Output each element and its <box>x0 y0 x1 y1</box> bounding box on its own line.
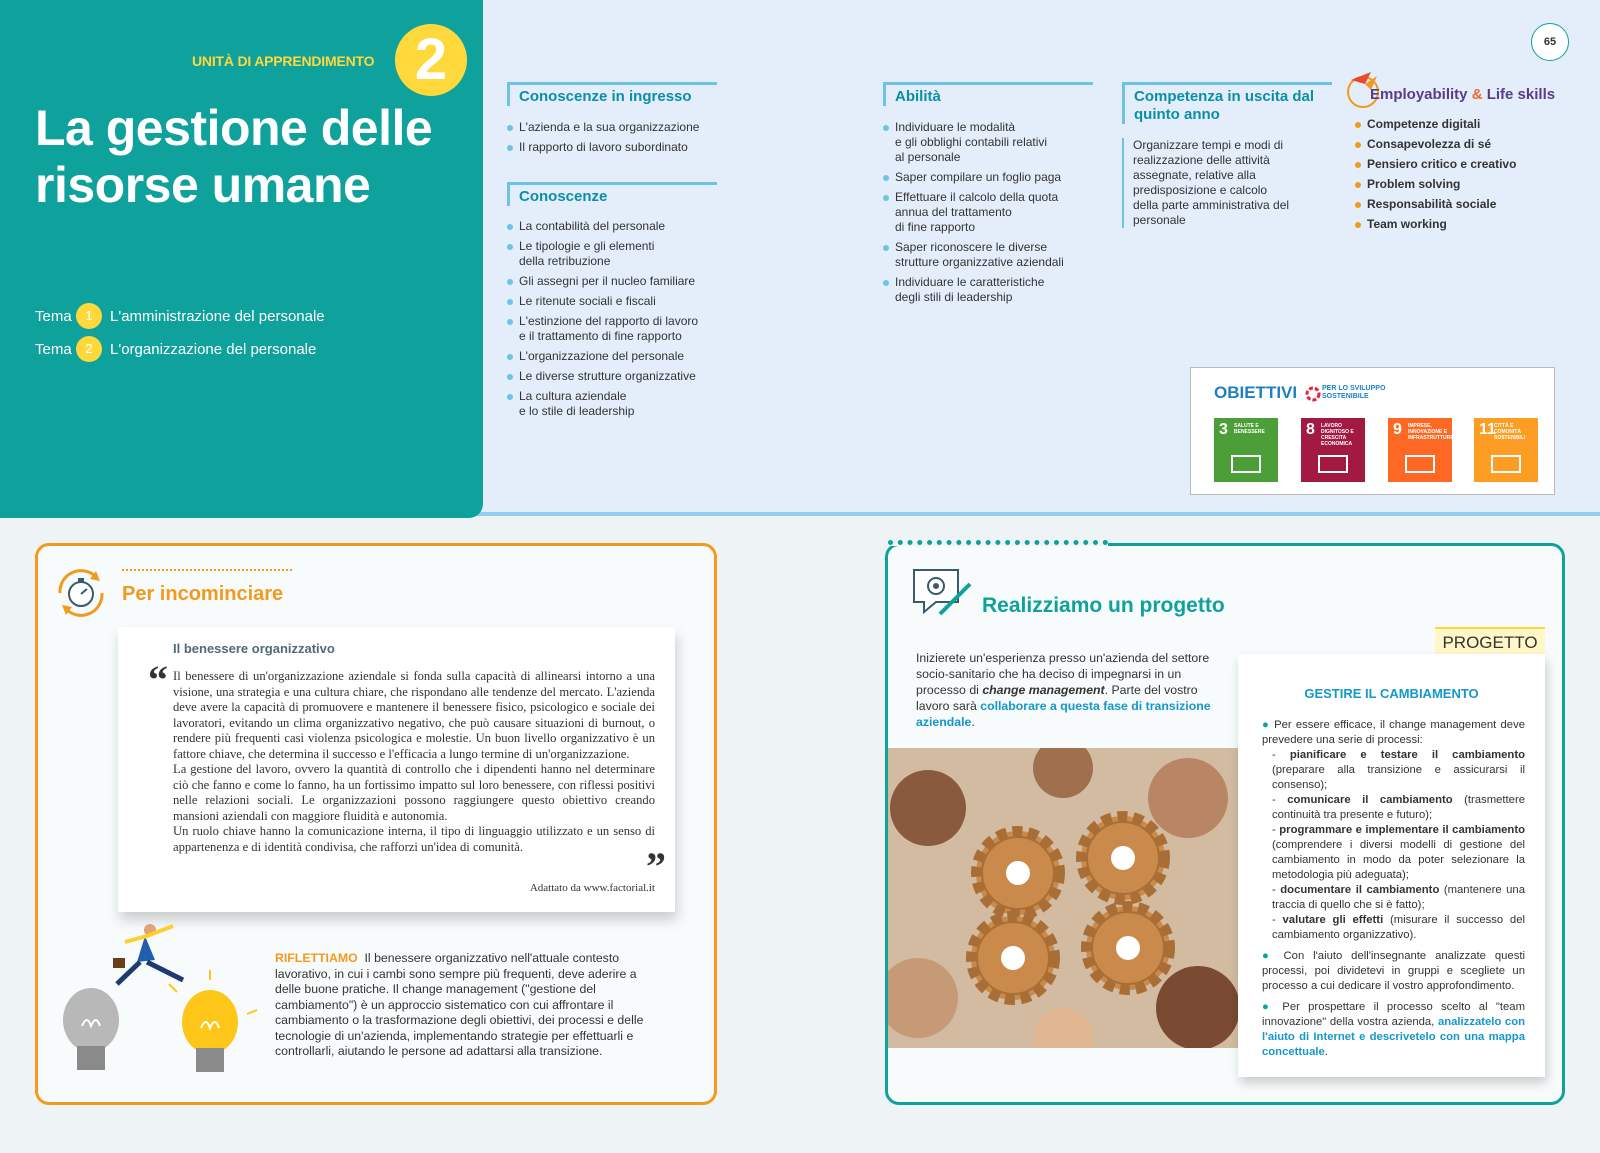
step-text: (trasmettere continuità tra presente e futuro); <box>1272 794 1526 821</box>
tema-2[interactable] <box>35 336 316 362</box>
progetto-body <box>1262 718 1525 1060</box>
list-item: Individuare le modalità e gli obblighi contabili relativi al personale <box>883 120 1103 165</box>
progetto-step: - documentare il cambiamento (mantenere una traccia di quello che si è fatto); <box>1272 884 1525 911</box>
list-item: Le diverse strutture organizzative <box>507 369 727 384</box>
grey-lightbulb-icon <box>63 988 119 1070</box>
list-item: L'organizzazione del personale <box>507 349 727 364</box>
sdg-goal-label: CITTÀ E COMUNITÀ SOSTENIBILI <box>1494 423 1526 441</box>
riflettiamo-body: Il benessere organizzativo nell'attuale contesto lavorativo, in cui i cambi sono sempre più frequenti, deve aderire a delle buone pratiche. Il change management ("gestione del cambiamento") è un approccio sistematico con cui affrontare il cambiamento o la trasformazione degli obiettivi, dei processi e delle tecnologie di un'azienda, implementando strategie per effettuarli e controllarli, aiutando le persone ad adattarsi alla transizione. <box>275 951 644 1058</box>
progetto-paragraph-2: ● Con l'aiuto dell'insegnante analizzate questi processi, poi dividetevi in gruppi e scegliete un processo a cui dedicare il vostro approfondimento. <box>1262 950 1526 992</box>
step-text: (misurare il successo del cambiamento organizzativo). <box>1272 914 1526 941</box>
sdg-goal-number: 3 <box>1219 421 1228 438</box>
sdg-goal-9 <box>1388 418 1452 482</box>
tema-title: L'organizzazione del personale <box>110 340 317 358</box>
progetto-step: - programmare e implementare il cambiamento (comprendere i diversi modelli di gestione del cambiamento in modo da poter selezionare la metodologia più adeguata); <box>1272 824 1525 881</box>
employability-list <box>1355 117 1555 237</box>
sdg-goal-11 <box>1474 418 1538 482</box>
tema-1[interactable] <box>35 303 325 329</box>
progetto-heading: GESTIRE IL CAMBIAMENTO <box>1304 686 1479 701</box>
sdg-goal-icon <box>1402 446 1438 476</box>
sdg-goal-number: 9 <box>1393 421 1402 438</box>
step-title: programmare e implementare il cambiamento <box>1279 824 1525 836</box>
progetto-paragraph-3: ● Per prospettare il processo scelto al "team innovazione" della vostra azienda, analizzatelo con l'aiuto di Internet e descrivetelo con una mappa concettuale. <box>1262 1001 1526 1058</box>
stopwatch-icon <box>50 563 112 623</box>
conoscenze-ingresso-heading: Conoscenze in ingresso <box>507 82 717 106</box>
p1-text: Per essere efficace, il change management deve prevedere una serie di processi: <box>1262 719 1526 746</box>
list-item: L'azienda e la sua organizzazione <box>507 120 727 135</box>
tema-label: Tema <box>35 340 72 358</box>
progetto-intro <box>916 650 1216 730</box>
step-title: comunicare il cambiamento <box>1287 794 1453 806</box>
progetto-paragraph-1: ● Per essere efficace, il change management deve prevedere una serie di processi: <box>1262 719 1526 746</box>
tema-title: L'amministrazione del personale <box>110 307 325 325</box>
sdg-goal-icon <box>1315 446 1351 476</box>
list-item: Consapevolezza di sé <box>1355 137 1555 152</box>
employability-title-a: Employability <box>1370 86 1468 103</box>
list-item: Le ritenute sociali e fiscali <box>507 294 727 309</box>
list-item: Il rapporto di lavoro subordinato <box>507 140 727 155</box>
progetto-tab: PROGETTO <box>1435 627 1545 657</box>
sdg-goal-label: IMPRESE, INNOVAZIONE E INFRASTRUTTURE <box>1408 423 1454 441</box>
list-item: Team working <box>1355 217 1555 232</box>
sdg-goal-label: SALUTE E BENESSERE <box>1234 423 1265 435</box>
abilita-list <box>883 120 1103 310</box>
quote-title: Il benessere organizzativo <box>173 641 335 656</box>
progetto-steps <box>1262 748 1525 943</box>
quote-text: Il benessere di un'organizzazione aziendale si fonda sulla capacità di allinearsi intorno a una visione, una strategia e una cultura chiare, che rispondano alle tendenze del mercato. L'azienda deve avere la capacità di promuovere e mantenere il benessere fisico, psicologico e sociale dei lavoratori, evitando un clima organizzativo negativo, che può causare situazioni di burnout, o rendere più frequenti casi violenza psicologica e molestie. Un buon livello organizzativo è un fattore chiave, che determina il successo e l'efficacia a lungo termine di un'organizzazione. La gestione del lavoro, ovvero la quantità di controllo che i dipendenti hanno nel determinare ciò che fanno e come lo fanno, ha un fortissimo impatto sul loro benessere, con riflessi positivi nelle relazioni sociali. Le organizzazioni possono raggiungere questo obiettivo creando mansioni aziendali con maggiore fluidità e autonomia. Un ruolo chiave hanno la comunicazione interna, il tipo di linguaggio utilizzato e un senso di appartenenza e di identità condivisa, che rafforzi un'idea di comunità. <box>173 669 655 854</box>
p3-text: . <box>1324 1046 1328 1058</box>
list-item: Gli assegni per il nucleo familiare <box>507 274 727 289</box>
conoscenze-list <box>507 219 727 424</box>
unit-label: UNITÀ DI APPRENDIMENTO <box>192 53 375 69</box>
list-item: Pensiero critico e creativo <box>1355 157 1555 172</box>
open-quote-icon: “ <box>148 657 168 702</box>
close-quote-icon: ” <box>646 844 666 889</box>
sdg-goal-icon <box>1488 446 1524 476</box>
tema-number: 2 <box>76 336 102 362</box>
competenza-text: Organizzare tempi e modi di realizzazione delle attività assegnate, relative alla predisposizione e calcolo della parte amministrativa del personale <box>1122 138 1292 228</box>
page-number: 65 <box>1531 23 1569 61</box>
intro-text: . <box>971 715 975 729</box>
progetto-step: - pianificare e testare il cambiamento (preparare alla transizione e assicurarsi il consenso); <box>1272 749 1525 791</box>
tema-number: 1 <box>76 303 102 329</box>
intro-text: . Parte del vostro lavoro sarà <box>916 683 1198 713</box>
list-item: Effettuare il calcolo della quota annua del trattamento di fine rapporto <box>883 190 1103 235</box>
sdg-goal-number: 11 <box>1479 421 1496 438</box>
progetto-step: - valutare gli effetti (misurare il successo del cambiamento organizzativo). <box>1272 914 1526 941</box>
list-item: Responsabilità sociale <box>1355 197 1555 212</box>
step-title: valutare gli effetti <box>1282 914 1384 926</box>
sdg-goal-8 <box>1301 418 1365 482</box>
list-item: L'estinzione del rapporto di lavoro e il trattamento di fine rapporto <box>507 314 727 344</box>
sdg-heading: OBIETTIVI <box>1214 383 1298 402</box>
p3-highlight: analizzatelo con l'aiuto di Internet e descrivetelo con una mappa concettuale <box>1262 1016 1525 1058</box>
page-title: La gestione delle risorse umane <box>35 100 433 213</box>
conoscenze-ingresso-list <box>507 120 727 160</box>
list-item: Saper compilare un foglio paga <box>883 170 1103 185</box>
sdg-wheel-icon <box>1305 386 1321 402</box>
running-man-icon <box>113 924 183 984</box>
step-text: (preparare alla transizione e assicurarsi il consenso); <box>1272 764 1525 791</box>
yellow-lightbulb-icon <box>169 970 257 1072</box>
progetto-step: - comunicare il cambiamento (trasmettere continuità tra presente e futuro); <box>1272 794 1526 821</box>
sdg-goal-label: LAVORO DIGNITOSO E CRESCITA ECONOMICA <box>1321 423 1354 447</box>
employability-title-b: Life skills <box>1486 86 1556 103</box>
unit-number: 2 <box>395 24 467 96</box>
dotted-rule <box>122 569 292 571</box>
sdg-goal-icon <box>1228 446 1264 476</box>
step-title: documentare il cambiamento <box>1280 884 1440 896</box>
employability-amp: & <box>1471 86 1483 103</box>
riflettiamo-label: RIFLETTIAMO <box>275 951 358 965</box>
conoscenze-heading: Conoscenze <box>507 182 717 206</box>
list-item: Problem solving <box>1355 177 1555 192</box>
list-item: Individuare le caratteristiche degli stili di leadership <box>883 275 1103 305</box>
intro-emphasis: change management <box>982 683 1105 697</box>
gear-pencil-icon <box>910 564 976 620</box>
list-item: Saper riconoscere le diverse strutture organizzative aziendali <box>883 240 1103 270</box>
list-item: Competenze digitali <box>1355 117 1555 132</box>
p3-text: Per prospettare il processo scelto al "team innovazione" della vostra azienda, <box>1262 1001 1526 1028</box>
intro-text: Inizierete un'esperienza presso un'azienda del settore socio-sanitario che ha deciso di impegnarsi in un processo di <box>916 651 1210 697</box>
step-text: (mantenere una traccia di quello che si è fatto); <box>1272 884 1525 911</box>
step-title: pianificare e testare il cambiamento <box>1289 749 1525 761</box>
competenza-heading: Competenza in uscita dal quinto anno <box>1122 82 1332 124</box>
abilita-heading: Abilità <box>883 82 1093 106</box>
sdg-subheading: PER LO SVILUPPO SOSTENIBILE <box>1322 385 1386 400</box>
team-gears-photo <box>888 748 1238 1048</box>
lightbulbs-illustration <box>55 922 260 1102</box>
dotted-rule <box>888 540 1108 546</box>
list-item: Le tipologie e gli elementi della retribuzione <box>507 239 727 269</box>
per-incominciare-title: Per incominciare <box>122 583 284 605</box>
tema-label: Tema <box>35 307 72 325</box>
step-text: (comprendere i diversi modelli di gestione del cambiamento in modo da poter selezionare la metodologia più adeguata); <box>1272 839 1525 881</box>
quote-source: Adattato da www.factorial.it <box>529 882 655 894</box>
riflettiamo-text <box>275 951 662 1060</box>
list-item: La cultura aziendale e lo stile di leadership <box>507 389 727 419</box>
employability-title <box>1370 86 1555 103</box>
p2-text: Con l'aiuto dell'insegnante analizzate questi processi, poi dividetevi in gruppi e scegliete un processo a cui dedicare il vostro approfondimento. <box>1262 950 1526 992</box>
list-item: La contabilità del personale <box>507 219 727 234</box>
sdg-goal-number: 8 <box>1306 421 1315 438</box>
intro-highlight: collaborare a questa fase di transizione aziendale <box>916 699 1211 729</box>
sdg-goal-3 <box>1214 418 1278 482</box>
progetto-title: Realizziamo un progetto <box>982 594 1225 617</box>
